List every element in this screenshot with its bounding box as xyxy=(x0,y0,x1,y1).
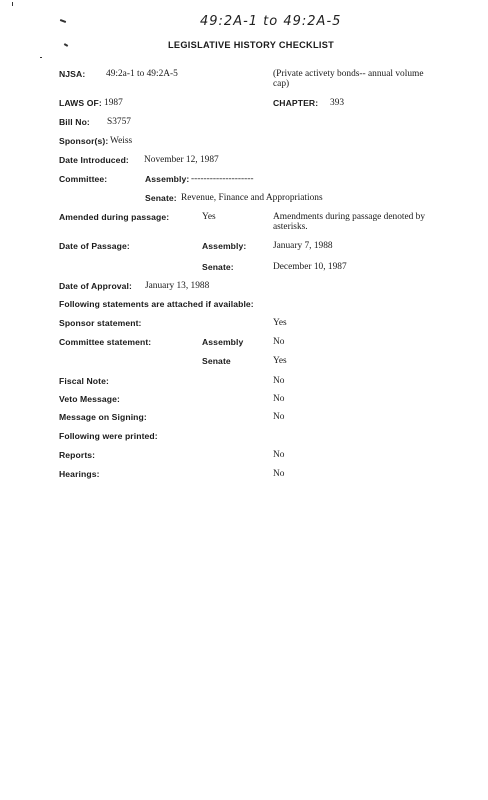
committee-label: Committee: xyxy=(59,174,108,184)
chapter-value: 393 xyxy=(330,98,345,108)
njsa-label: NJSA: xyxy=(59,69,86,79)
committee-statement-assembly-value: No xyxy=(273,337,285,347)
sponsor-label: Sponsor(s): xyxy=(59,136,109,146)
passage-senate-label: Senate: xyxy=(202,262,234,272)
date-of-approval-label: Date of Approval: xyxy=(59,281,133,291)
passage-assembly-value: January 7, 1988 xyxy=(273,241,333,251)
date-of-passage-label: Date of Passage: xyxy=(59,241,130,251)
amended-note: Amendments during passage denoted by asterisks. xyxy=(273,212,426,232)
chapter-label: CHAPTER: xyxy=(273,98,319,108)
bill-no-value: S3757 xyxy=(107,117,131,127)
handwritten-header: 49:2A-1 to 49:2A-5 xyxy=(200,14,342,29)
scan-mark-dot xyxy=(40,57,42,58)
sponsor-value: Weiss xyxy=(110,136,133,146)
following-printed-heading: Following were printed: xyxy=(59,431,158,441)
sponsor-statement-value: Yes xyxy=(273,318,287,328)
laws-of-label: LAWS OF: xyxy=(59,98,102,108)
bill-no-label: Bill No: xyxy=(59,117,90,127)
laws-of-value: 1987 xyxy=(104,98,123,108)
committee-senate-label: Senate: xyxy=(145,193,177,203)
scan-mark-top xyxy=(12,2,13,6)
reports-value: No xyxy=(273,450,285,460)
fiscal-note-value: No xyxy=(273,376,285,386)
date-introduced-label: Date Introduced: xyxy=(59,155,129,165)
amended-label: Amended during passage: xyxy=(59,212,170,222)
committee-statement-label: Committee statement: xyxy=(59,337,152,347)
fiscal-note-label: Fiscal Note: xyxy=(59,376,109,386)
veto-message-label: Veto Message: xyxy=(59,394,121,404)
date-of-approval-value: January 13, 1988 xyxy=(145,281,210,291)
njsa-note: (Private activety bonds-- annual volume cap) xyxy=(273,69,424,89)
scan-mark-left xyxy=(64,43,68,47)
committee-assembly-value: -------------------- xyxy=(191,174,254,184)
passage-assembly-label: Assembly: xyxy=(202,241,247,251)
committee-statement-assembly-label: Assembly xyxy=(202,337,244,347)
reports-label: Reports: xyxy=(59,450,96,460)
date-introduced-value: November 12, 1987 xyxy=(144,155,219,165)
message-on-signing-value: No xyxy=(273,412,285,422)
sponsor-statement-label: Sponsor statement: xyxy=(59,318,142,328)
njsa-value: 49:2a-1 to 49:2A-5 xyxy=(106,69,178,79)
following-attached-heading: Following statements are attached if available: xyxy=(59,299,254,309)
committee-senate-value: Revenue, Finance and Appropriations xyxy=(181,193,323,203)
veto-message-value: No xyxy=(273,394,285,404)
passage-senate-value: December 10, 1987 xyxy=(273,262,347,272)
hearings-value: No xyxy=(273,469,285,479)
committee-statement-senate-value: Yes xyxy=(273,356,287,366)
hearings-label: Hearings: xyxy=(59,469,100,479)
committee-statement-senate-label: Senate xyxy=(202,356,231,366)
scan-mark-arrow xyxy=(60,19,66,23)
committee-assembly-label: Assembly: xyxy=(145,174,190,184)
message-on-signing-label: Message on Signing: xyxy=(59,412,147,422)
page-title: LEGISLATIVE HISTORY CHECKLIST xyxy=(168,40,335,50)
amended-value: Yes xyxy=(202,212,216,222)
